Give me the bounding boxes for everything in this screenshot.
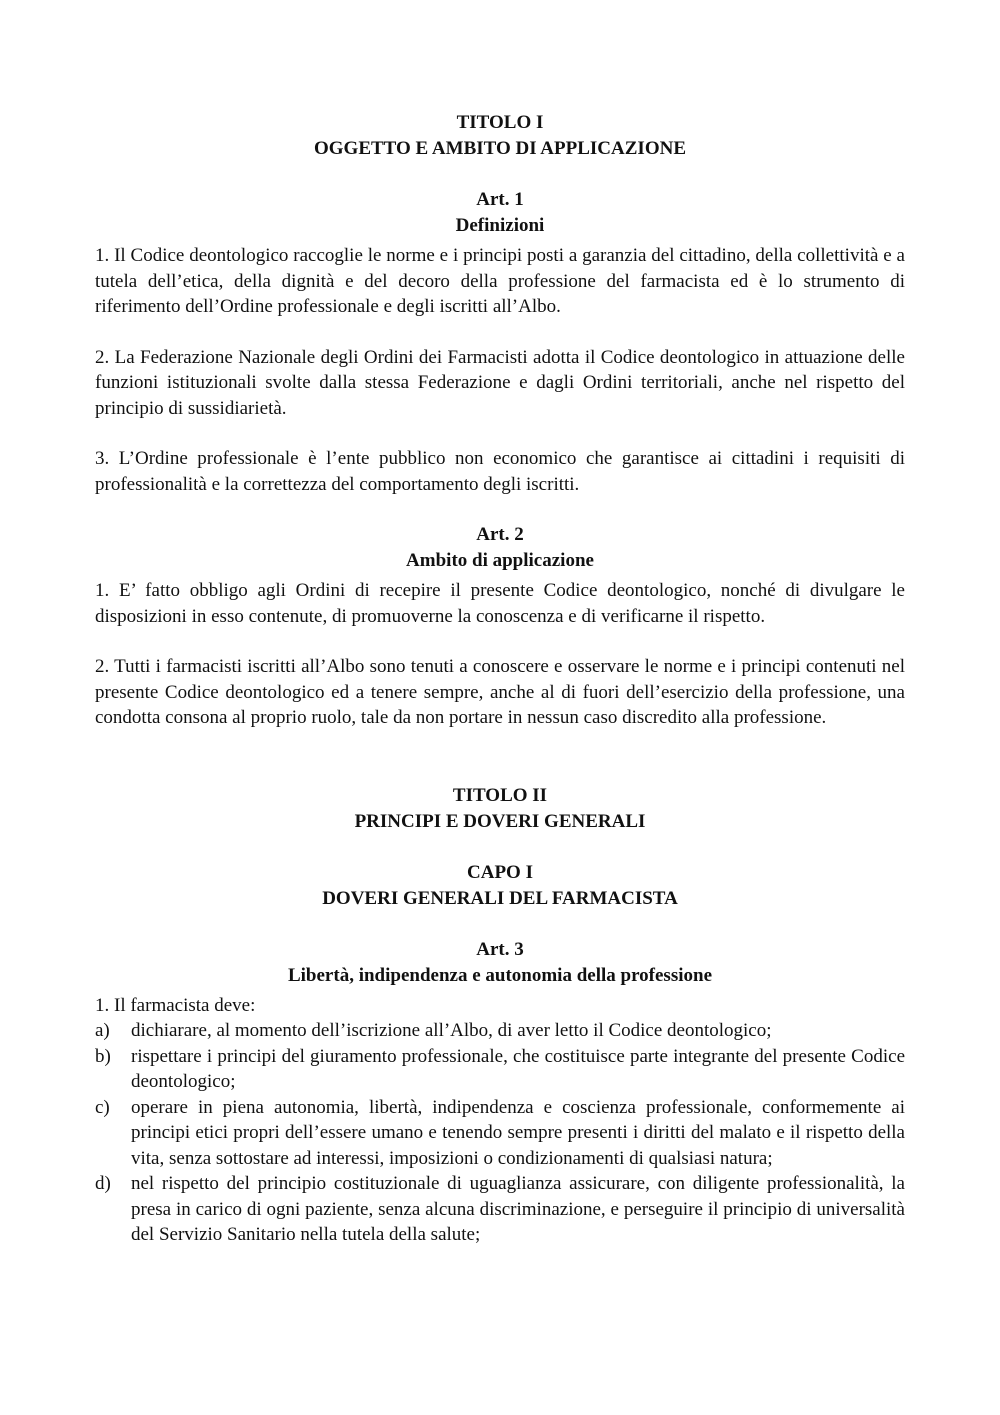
- art-3-list: [95, 1018, 905, 1248]
- art-3-number: Art. 3: [476, 938, 524, 960]
- art-3-title: Libertà, indipendenza e autonomia della professione: [287, 964, 712, 986]
- list-item: [95, 1171, 905, 1248]
- list-marker: c): [95, 1096, 110, 1118]
- art-1-heading: [95, 187, 905, 239]
- capo-1-heading: [95, 860, 905, 912]
- art-1-paragraph-1: 1. Il Codice deontologico raccoglie le norme e i principi posti a garanzia del cittadino, della collettività e a tutela dell’etica, della dignità e del decoro della professione del farmacista ed è lo strumento di riferimento dell’Ordine professionale e degli iscritti all’Albo.: [95, 245, 905, 317]
- art-2-paragraph-2: 2. Tutti i farmacisti iscritti all’Albo sono tenuti a conoscere e osservare le norme e i principi contenuti nel presente Codice deontologico ed a tenere sempre, anche al di fuori dell’esercizio della professione, una condotta consona al proprio ruolo, tale da non portare in nessun caso discredito alla professione.: [95, 656, 905, 728]
- capo-1-title: DOVERI GENERALI DEL FARMACISTA: [322, 887, 678, 909]
- list-marker: d): [95, 1173, 111, 1194]
- list-item: [95, 1018, 905, 1044]
- list-item: [95, 1095, 905, 1172]
- art-2-heading: [95, 522, 905, 574]
- art-2-paragraph-1: 1. E’ fatto obbligo agli Ordini di recepire il presente Codice deontologico, nonché di divulgare le disposizioni in esso contenute, di promuoverne la conoscenza e di verificarne il rispetto.: [95, 580, 905, 627]
- list-marker: a): [95, 1020, 110, 1041]
- titolo-1-heading: [95, 110, 905, 162]
- list-item-text: operare in piena autonomia, libertà, indipendenza e coscienza professionale, conformemente ai principi etici propri dell’essere umano e tenendo sempre presenti i diritti del malato e il rispetto della vita, senza sottostare ad interessi, imposizioni o condizionamenti di qualsiasi natura;: [131, 1096, 905, 1169]
- art-3-heading: [95, 937, 905, 989]
- titolo-2-heading: [95, 783, 905, 835]
- titolo-2-label: TITOLO II: [452, 784, 548, 806]
- art-1-paragraph-3: 3. L’Ordine professionale è l’ente pubblico non economico che garantisce ai cittadini i requisiti di professionalità e la correttezza del comportamento degli iscritti.: [95, 448, 905, 495]
- art-2-number: Art. 2: [476, 524, 524, 545]
- art-3-intro: 1. Il farmacista deve:: [95, 994, 256, 1016]
- list-item-text: dichiarare, al momento dell’iscrizione all’Albo, di aver letto il Codice deontologico;: [131, 1020, 772, 1041]
- titolo-1-label: TITOLO I: [456, 112, 544, 133]
- titolo-1-title: OGGETTO E AMBITO DI APPLICAZIONE: [314, 138, 686, 159]
- art-1-number: Art. 1: [476, 189, 524, 210]
- capo-1-label: CAPO I: [467, 861, 533, 883]
- list-item: [95, 1044, 905, 1095]
- art-2-title: Ambito di applicazione: [406, 550, 594, 571]
- titolo-2-title: PRINCIPI E DOVERI GENERALI: [354, 810, 646, 832]
- art-1-title: Definizioni: [455, 215, 545, 236]
- list-item-text: nel rispetto del principio costituzionale di uguaglianza assicurare, con diligente professionalità, la presa in carico di ogni paziente, senza alcuna discriminazione, e perseguire il principio di universalità del Servizio Sanitario nella tutela della salute;: [131, 1173, 905, 1245]
- list-marker: b): [95, 1045, 111, 1067]
- list-item-text: rispettare i principi del giuramento professionale, che costituisce parte integrante del presente Codice deontologico;: [131, 1045, 905, 1092]
- art-1-paragraph-2: 2. La Federazione Nazionale degli Ordini dei Farmacisti adotta il Codice deontologico in attuazione delle funzioni istituzionali svolte dalla stessa Federazione e dagli Ordini territoriali, anche nel rispetto del principio di sussidiarietà.: [95, 346, 905, 419]
